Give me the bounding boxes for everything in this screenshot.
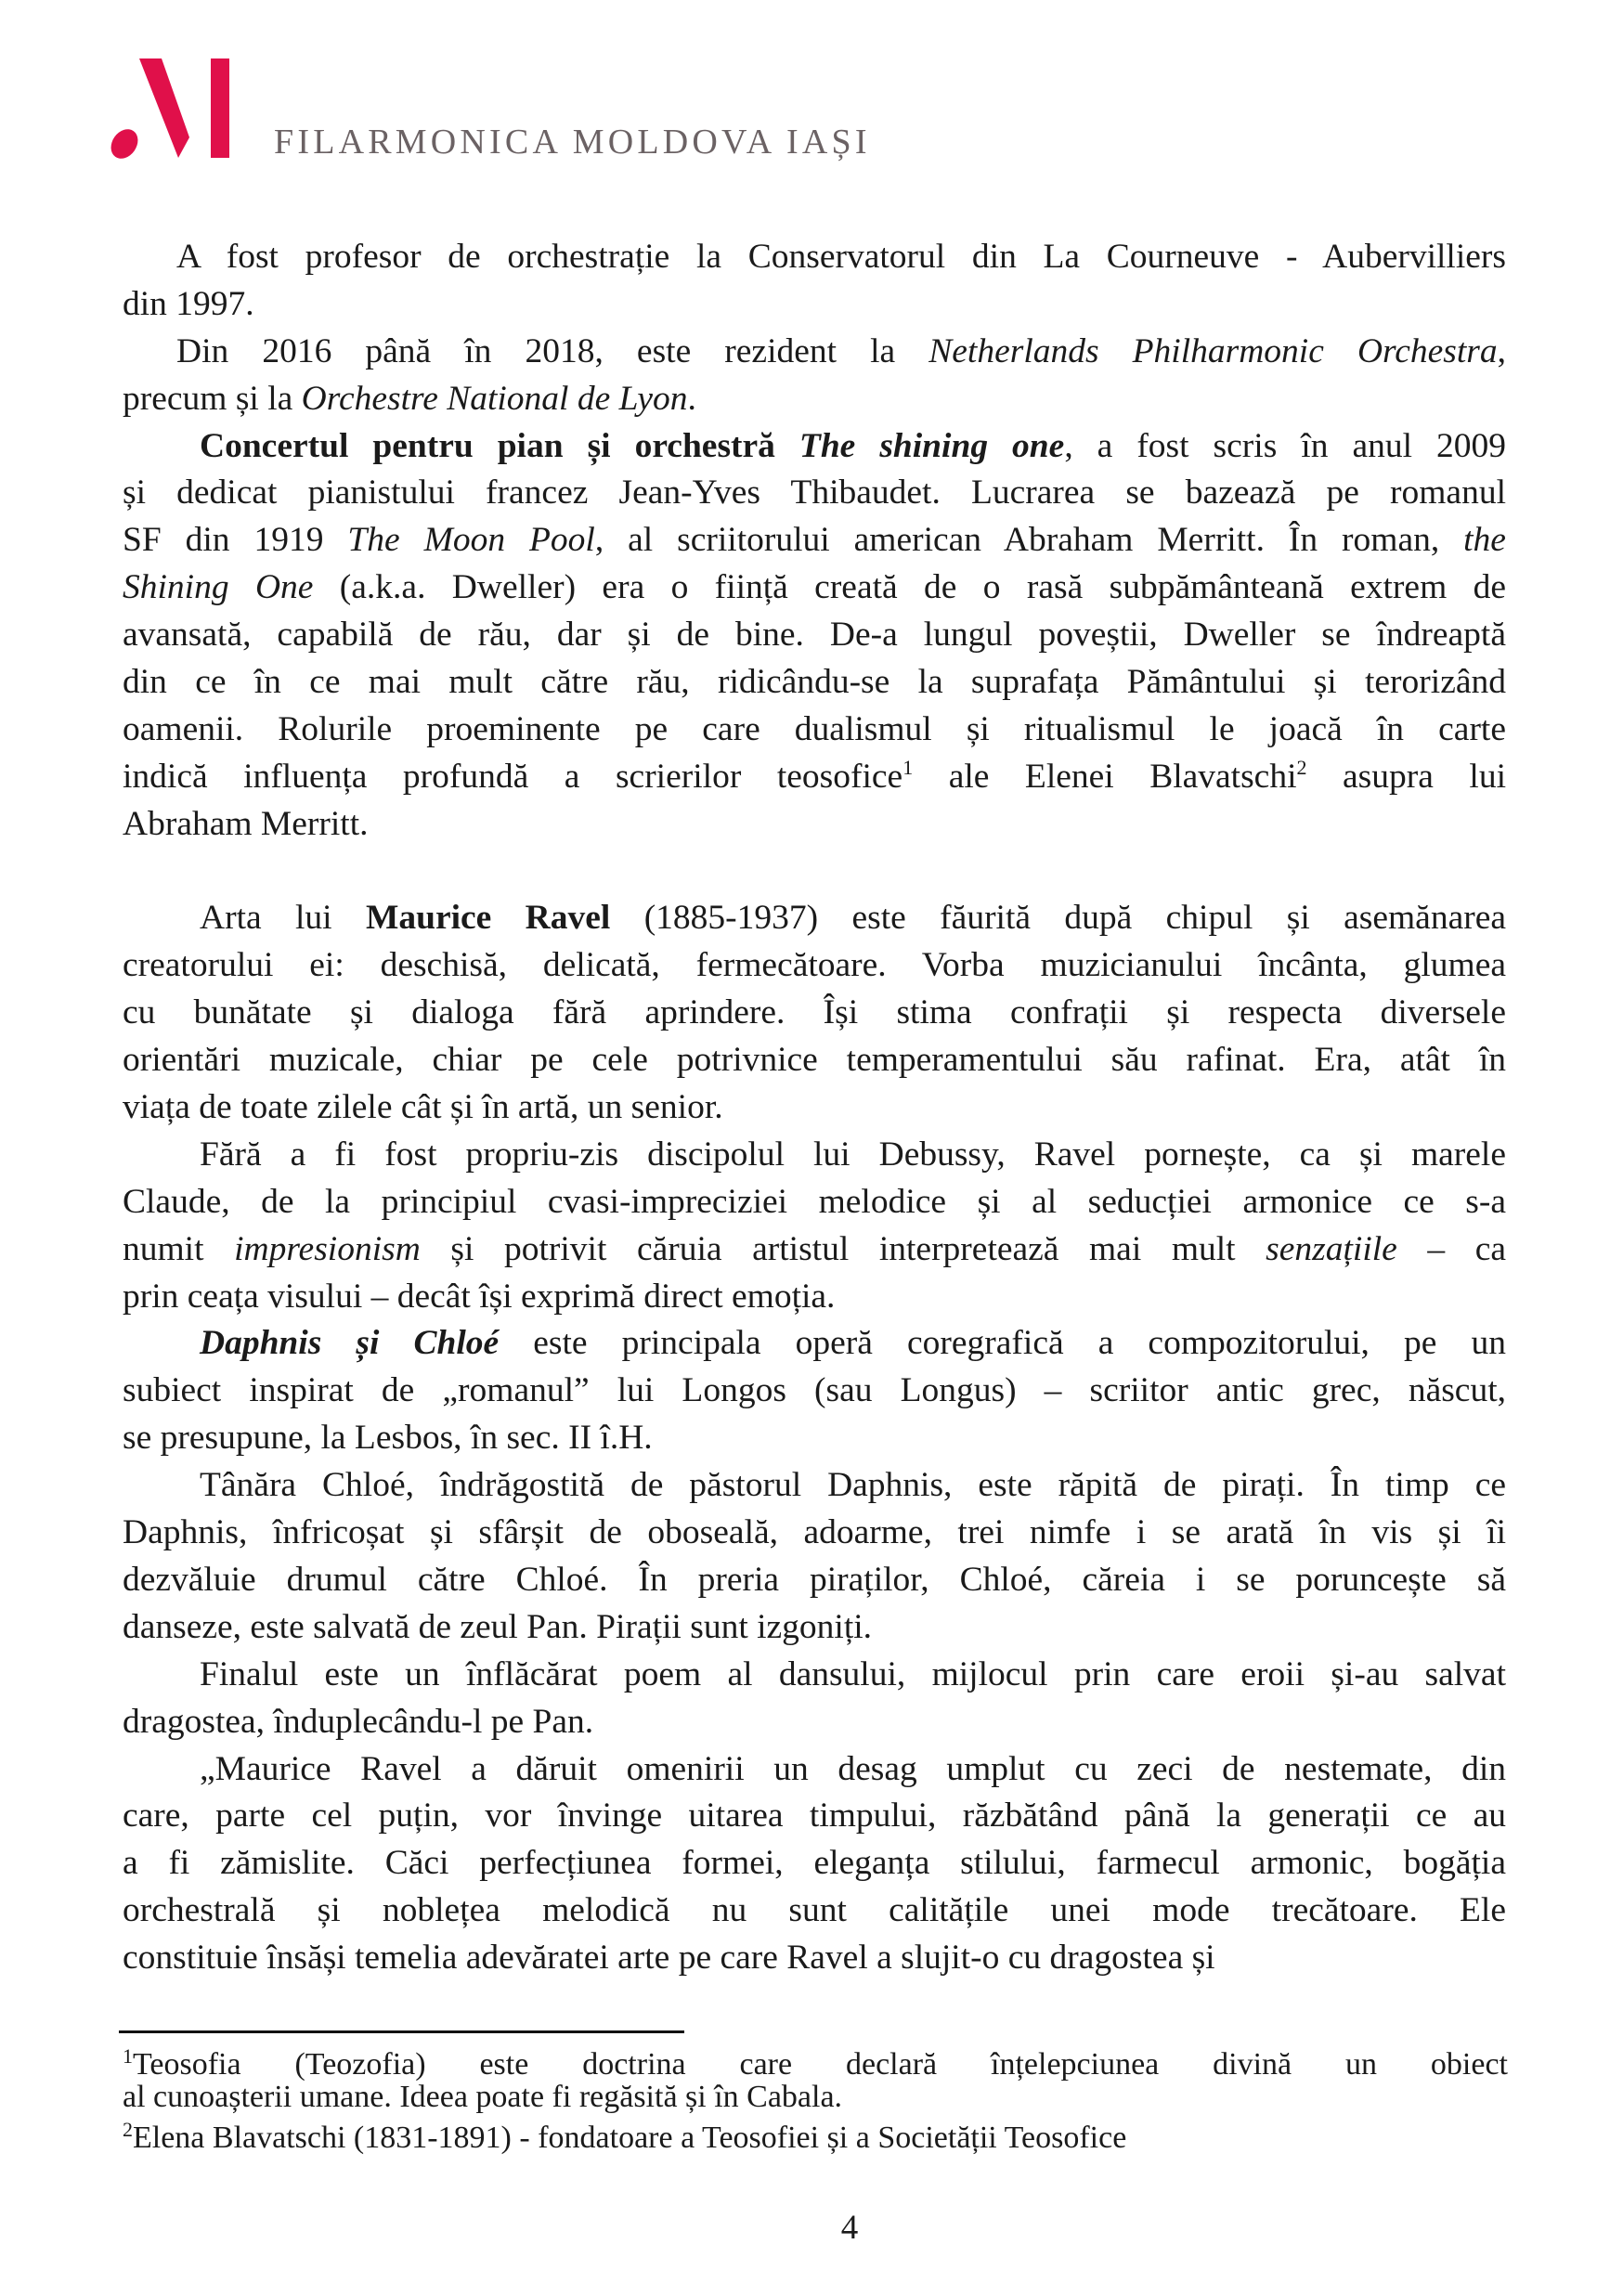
page-number: 4: [840, 2209, 859, 2247]
text-run: .: [687, 379, 696, 418]
text-run: ,: [1497, 331, 1506, 370]
organization-name: FILARMONICA MOLDOVA IAȘI: [274, 123, 871, 162]
text-line: Fără a fi fost propriu-zis discipolul lui Debussy, Ravel pornește, ca și marele: [200, 1135, 1506, 1174]
text-line: cu bunătate și dialoga fără aprindere. Își stima confrații și respecta diversele: [123, 993, 1506, 1032]
text-line: „Maurice Ravel a dăruit omenirii un desag umplut cu zeci de nestemate, din: [200, 1749, 1506, 1788]
paragraph: [123, 234, 1506, 329]
footnote: [123, 2118, 1508, 2155]
text-run: este principala operă coregrafică a compozitorului, pe un: [499, 1324, 1506, 1363]
text-line: orchestrală și noblețea melodică nu sunt calitățile unei mode trecătoare. Ele: [123, 1891, 1506, 1930]
paragraph: [123, 895, 1506, 1131]
text-line: se presupune, la Lesbos, în sec. II î.H.: [123, 1419, 653, 1458]
paragraph: [123, 1652, 1506, 1746]
composer-name: Maurice Ravel: [365, 899, 611, 938]
text-line: [123, 1226, 1506, 1274]
orchestra-name: Netherlands Philharmonic Orchestra: [928, 331, 1498, 370]
text-run: , al scriitorului american Abraham Merritt. În roman,: [594, 521, 1464, 560]
text-line: orientări muzicale, chiar pe cele potrivnice temperamentului său rafinat. Era, atât în: [123, 1041, 1506, 1080]
paragraph: [123, 423, 1506, 849]
paragraph: [123, 1462, 1506, 1652]
philharmonic-logo-icon: [104, 54, 234, 163]
text-run: impresionism: [234, 1229, 421, 1268]
text-run: SF din 1919: [123, 521, 348, 560]
text-line: [123, 517, 1506, 564]
blank-line: [123, 849, 1506, 896]
paragraph: [123, 1132, 1506, 1321]
text-line: Claude, de la principiul cvasi-impreciziei melodice și al seducției armonice ce s-a: [123, 1182, 1506, 1221]
text-line: Finalul este un înflăcărat poem al dansului, mijlocul prin care eroii și-au salvat: [200, 1654, 1506, 1693]
footnotes: [123, 2044, 1508, 2155]
text-line: a fi zămislite. Căci perfecțiunea formei, eleganța stilului, farmecul armonic, bogăția: [123, 1844, 1506, 1883]
work-title: Daphnis și Chloé: [200, 1324, 500, 1363]
text-line: constituie însăși temelia adevăratei arte pe care Ravel a slujit-o cu dragostea și: [123, 1939, 1215, 1978]
text-run: Teosofia (Teozofia) este doctrina care declară înțelepciunea divină un obiect: [133, 2047, 1508, 2082]
document-body: [123, 234, 1506, 1982]
text-run: (1885-1937) este făurită după chipul și asemănarea: [610, 899, 1506, 938]
text-line: [123, 329, 1506, 376]
text-run: indică influența profundă a scrierilor teosofice: [123, 757, 903, 796]
text-line: subiect inspirat de „romanul” lui Longos (sau Longus) – scriitor antic grec, născut,: [123, 1371, 1506, 1410]
text-run: senzațiile: [1266, 1229, 1397, 1268]
paragraph: [123, 1746, 1506, 1982]
text-line: Abraham Merritt.: [123, 804, 369, 843]
text-line: creatorului ei: deschisă, delicată, fermecătoare. Vorba muzicianului încânta, glumea: [123, 946, 1506, 985]
text-line: avansată, capabilă de rău, dar și de bine. De-a lungul poveștii, Dweller se îndreaptă: [123, 616, 1506, 655]
text-run: – ca: [1396, 1229, 1507, 1268]
text-line: oamenii. Rolurile proeminente pe care dualismul și ritualismul le joacă în carte: [123, 709, 1506, 748]
text-line: din ce în ce mai mult către rău, ridicându-se la suprafața Pământului și terorizând: [123, 663, 1506, 702]
footnote: [123, 2044, 1508, 2114]
text-run: Elena Blavatschi (1831-1891) - fondatoare a Teosofiei și a Societății Teosofice: [133, 2121, 1127, 2155]
text-run: the: [1463, 521, 1506, 560]
text-line: prin ceața visului – decât își exprimă direct emoția.: [123, 1277, 836, 1316]
footnote-separator: [119, 2030, 684, 2033]
text-run: numit: [123, 1229, 235, 1268]
text-run: Arta lui: [200, 899, 366, 938]
footnote-line: [123, 2118, 1508, 2155]
text-line: și dedicat pianistului francez Jean-Yves Thibaudet. Lucrarea se bazează pe romanul: [123, 473, 1506, 512]
work-subtitle: The shining one: [799, 426, 1065, 465]
book-title: The Moon Pool: [347, 521, 595, 560]
footnote-marker: 2: [123, 2118, 133, 2141]
text-line: viața de toate zilele cât și în artă, un senior.: [123, 1088, 723, 1127]
text-run: ale Elenei Blavatschi: [913, 757, 1297, 796]
orchestra-name: Orchestre National de Lyon: [301, 379, 688, 418]
footnote-line: [123, 2044, 1508, 2082]
text-line: [123, 423, 1506, 471]
text-run: asupra lui: [1306, 757, 1506, 796]
text-line: [123, 895, 1506, 942]
text-line: [123, 1320, 1506, 1368]
text-line: A fost profesor de orchestrație la Conservatorul din La Courneuve - Aubervilliers: [176, 238, 1506, 276]
text-run: Shining One: [123, 568, 314, 607]
paragraph: [123, 329, 1506, 423]
work-title: Concertul pentru pian și orchestră: [200, 426, 799, 465]
text-line: Daphnis, înfricoșat și sfârșit de oboseală, adoarme, trei nimfe i se arată în vis și îi: [123, 1513, 1506, 1552]
text-run: și potrivit căruia artistul interpretează mai mult: [420, 1229, 1266, 1268]
text-run: Din 2016 până în 2018, este rezident la: [176, 331, 929, 370]
footnote-ref[interactable]: 2: [1296, 755, 1307, 779]
text-line: din 1997.: [123, 284, 254, 323]
text-line: care, parte cel puțin, vor învinge uitarea timpului, răzbătând până la generații ce au: [123, 1797, 1506, 1836]
text-line: [123, 754, 1506, 801]
text-line: dragostea, înduplecându-l pe Pan.: [123, 1702, 594, 1741]
text-line: [123, 564, 1506, 612]
footnote-marker: 1: [123, 2044, 133, 2068]
text-run: precum și la: [123, 379, 302, 418]
footnote-ref[interactable]: 1: [902, 755, 914, 779]
text-run: (a.k.a. Dweller) era o ființă creată de o rasă subpământeană extrem de: [313, 568, 1506, 607]
text-line: dezvăluie drumul către Chloé. În preria piraților, Chloé, căreia i se poruncește să: [123, 1560, 1506, 1599]
text-run: , a fost scris în anul 2009: [1064, 426, 1506, 465]
text-line: Tânăra Chloé, îndrăgostită de păstorul Daphnis, este răpită de pirați. În timp ce: [200, 1466, 1506, 1505]
footnote-line: al cunoașterii umane. Ideea poate fi regăsită și în Cabala.: [123, 2080, 843, 2114]
paragraph: [123, 1320, 1506, 1462]
text-line: danseze, este salvată de zeul Pan. Pirații sunt izgoniți.: [123, 1607, 873, 1646]
text-line: [123, 376, 1506, 423]
